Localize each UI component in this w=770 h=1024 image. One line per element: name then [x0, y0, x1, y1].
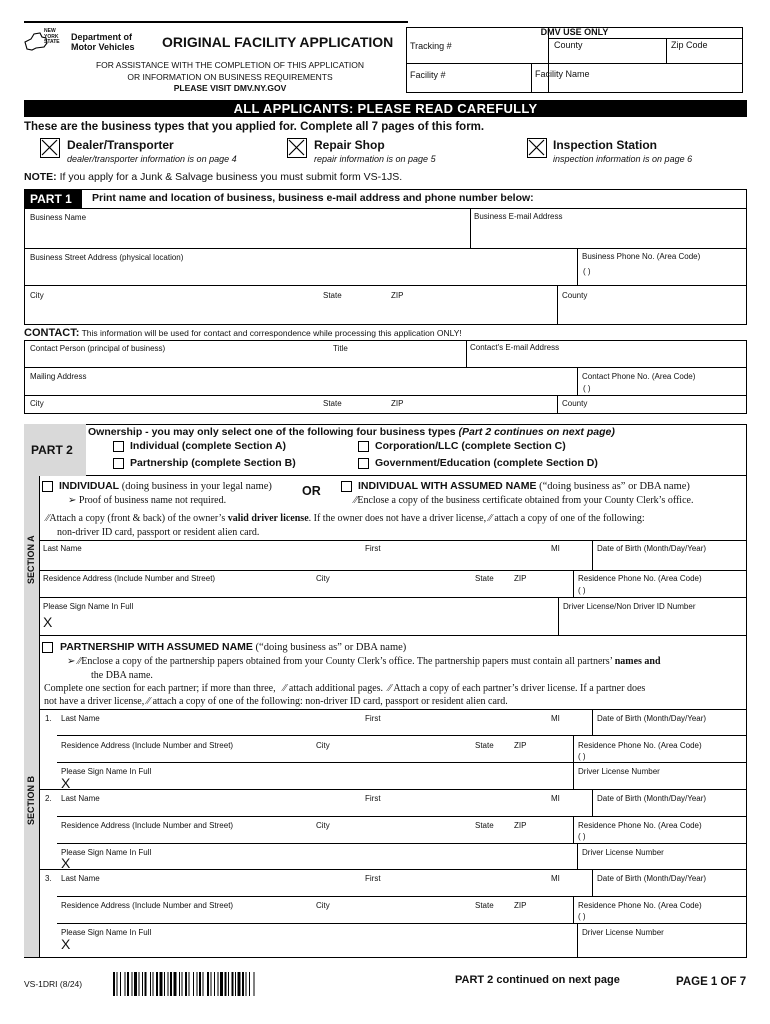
- a-first-label: First: [365, 544, 381, 553]
- partner3-city-label: City: [316, 901, 330, 910]
- business-types-intro: These are the business types that you applied for. Complete all 7 pages of this form.: [24, 121, 485, 133]
- partner2-number: 2.: [45, 794, 52, 803]
- a-sign-label: Please Sign Name In Full: [43, 602, 134, 611]
- partnership-complete-line2: not have a driver license, ⁄⁄ attach a copy of one of the following: non-driver ID card, passport or resident alien card.: [44, 696, 508, 707]
- tracking-label: Tracking #: [410, 41, 452, 51]
- state-label: State: [323, 291, 342, 300]
- partner3-mi-label: MI: [551, 874, 560, 883]
- partner3-number: 3.: [45, 874, 52, 883]
- corporation-option-checkbox[interactable]: [358, 441, 369, 452]
- partner2-res-phone-label: Residence Phone No. (Area Code): [578, 821, 702, 830]
- a-license-label: Driver License/Non Driver ID Number: [563, 602, 696, 611]
- business-phone-parens: ( ): [583, 267, 591, 276]
- partner1-signature-x: X: [61, 775, 71, 791]
- dealer-title: Dealer/Transporter: [67, 138, 174, 152]
- business-name-input[interactable]: [28, 224, 466, 246]
- partnership-checkbox[interactable]: [42, 642, 53, 653]
- partner2-license-label: Driver License Number: [582, 848, 664, 857]
- partner3-name-input[interactable]: [61, 882, 588, 895]
- contact-heading: CONTACT: This information will be used for contact and correspondence while processing this application ONLY!: [24, 327, 462, 339]
- city-label: City: [30, 291, 44, 300]
- partner1-sign-label: Please Sign Name In Full: [61, 767, 152, 776]
- a-res-phone-label: Residence Phone No. (Area Code): [578, 574, 702, 583]
- paperclip-icon: ⁄⁄: [46, 513, 50, 524]
- partner3-residence-label: Residence Address (Include Number and Street): [61, 901, 234, 910]
- partner3-state-label: State: [475, 901, 494, 910]
- contact-county-label: County: [562, 399, 588, 408]
- partner1-city-label: City: [316, 741, 330, 750]
- paperclip-icon: ⁄⁄: [354, 495, 358, 506]
- all-applicants-banner: ALL APPLICANTS: PLEASE READ CAREFULLY: [24, 100, 747, 117]
- partner1-number: 1.: [45, 714, 52, 723]
- partnership-enclose-line2: the DBA name.: [91, 670, 153, 681]
- contact-phone-label: Contact Phone No. (Area Code): [582, 372, 696, 381]
- repair-shop-note: repair information is on page 5: [314, 154, 436, 164]
- mailing-address-input[interactable]: [28, 382, 573, 394]
- business-email-input[interactable]: [474, 224, 744, 246]
- business-street-label: Business Street Address (physical location): [30, 253, 184, 262]
- partnership-complete-line1: Complete one section for each partner; if more than three, ⁄⁄ attach additional pages. ⁄⁄ Attach a copy of each partner’s driver license. If a partner does: [44, 683, 646, 694]
- individual-checkbox[interactable]: [42, 481, 53, 492]
- a-state-label: State: [475, 574, 494, 583]
- partner1-zip-label: ZIP: [514, 741, 527, 750]
- partner1-signature-input[interactable]: [76, 776, 569, 788]
- header-rule: [24, 21, 408, 23]
- partner3-last-name-label: Last Name: [61, 874, 100, 883]
- business-phone-label: Business Phone No. (Area Code): [582, 252, 701, 261]
- partnership-option-label: Partnership (complete Section B): [130, 457, 296, 469]
- dmv-box-title: DMV USE ONLY: [540, 27, 609, 37]
- partnership-heading: PARTNERSHIP WITH ASSUMED NAME (“doing business as” or DBA name): [60, 641, 407, 653]
- partner1-state-label: State: [475, 741, 494, 750]
- partner3-license-label: Driver License Number: [582, 928, 664, 937]
- proof-note: ➢ Proof of business name not required.: [68, 495, 227, 506]
- partner3-res-phone-label: Residence Phone No. (Area Code): [578, 901, 702, 910]
- partner3-signature-input[interactable]: [76, 937, 573, 955]
- contact-state-label: State: [323, 399, 342, 408]
- facility-name-label: Facility Name: [535, 69, 590, 79]
- part1-heading: Print name and location of business, business e-mail address and phone number below:: [92, 192, 534, 204]
- partner1-res-phone-label: Residence Phone No. (Area Code): [578, 741, 702, 750]
- barcode-icon: [113, 972, 299, 996]
- partner2-dob-label: Date of Birth (Month/Day/Year): [597, 794, 707, 803]
- partner2-signature-x: X: [61, 855, 71, 871]
- partner1-first-label: First: [365, 714, 381, 723]
- individual-option-checkbox[interactable]: [113, 441, 124, 452]
- assumed-name-checkbox[interactable]: [341, 481, 352, 492]
- repair-shop-title: Repair Shop: [314, 138, 385, 152]
- contact-city-label: City: [30, 399, 44, 408]
- contact-person-input[interactable]: [28, 354, 462, 366]
- partner2-state-label: State: [475, 821, 494, 830]
- a-dob-input[interactable]: [597, 555, 743, 569]
- page-number: PAGE 1 OF 7: [676, 976, 747, 988]
- zip-code-label: Zip Code: [671, 40, 708, 50]
- partner2-zip-label: ZIP: [514, 821, 527, 830]
- contact-person-label: Contact Person (principal of business): [30, 344, 166, 353]
- business-email-label: Business E-mail Address: [474, 212, 563, 221]
- partner2-phone-parens: ( ): [578, 832, 586, 841]
- partner3-phone-parens: ( ): [578, 912, 586, 921]
- partner2-first-label: First: [365, 794, 381, 803]
- partner1-dob-label: Date of Birth (Month/Day/Year): [597, 714, 707, 723]
- county-label: County: [554, 40, 583, 50]
- attach-note-line2: non-driver ID card, passport or resident alien card.: [57, 527, 260, 538]
- part2-label: PART 2: [31, 443, 73, 457]
- partner2-sign-label: Please Sign Name In Full: [61, 848, 152, 857]
- attach-note-line1: ⁄⁄Attach a copy (front & back) of the owner’s valid driver license. If the owner does not have a driver license, ⁄⁄ attach a copy of one of the following:: [46, 513, 645, 524]
- business-name-label: Business Name: [30, 213, 87, 222]
- contact-phone-parens: ( ): [583, 384, 591, 393]
- paperclip-icon: ⁄⁄: [77, 656, 82, 667]
- partner3-signature-x: X: [61, 936, 71, 952]
- partner1-mi-label: MI: [551, 714, 560, 723]
- a-zip-label: ZIP: [514, 574, 527, 583]
- partner2-last-name-label: Last Name: [61, 794, 100, 803]
- partner1-phone-parens: ( ): [578, 752, 586, 761]
- a-signature-x: X: [43, 614, 53, 630]
- a-signature-input[interactable]: [58, 611, 554, 633]
- part1-label: PART 1: [24, 190, 82, 208]
- county-label: County: [562, 291, 588, 300]
- form-title: ORIGINAL FACILITY APPLICATION: [162, 34, 394, 50]
- a-residence-label: Residence Address (Include Number and Street): [43, 574, 216, 583]
- individual-heading: INDIVIDUAL (doing business in your legal name): [59, 480, 272, 492]
- continued-note: PART 2 continued on next page: [455, 974, 620, 986]
- partner3-first-label: First: [365, 874, 381, 883]
- contact-email-input[interactable]: [470, 354, 744, 366]
- partner2-name-input[interactable]: [61, 802, 588, 815]
- junk-salvage-note: NOTE: If you apply for a Junk & Salvage business you must submit form VS-1JS.: [24, 171, 403, 183]
- contact-email-label: Contact's E-mail Address: [470, 343, 560, 352]
- section-b-label: SECTION B: [26, 775, 36, 825]
- partner3-dob-label: Date of Birth (Month/Day/Year): [597, 874, 707, 883]
- paperclip-icon: ⁄⁄: [283, 683, 287, 694]
- facility-number-label: Facility #: [410, 70, 446, 80]
- dept-name: Department of Motor Vehicles: [71, 32, 135, 52]
- business-county-input[interactable]: [561, 302, 744, 324]
- zip-label: ZIP: [391, 291, 404, 300]
- partner3-sign-label: Please Sign Name In Full: [61, 928, 152, 937]
- inspection-checkbox[interactable]: [527, 138, 547, 158]
- ownership-heading: Ownership - you may only select one of the following four business types (Part 2 continues on next page): [88, 426, 615, 438]
- business-city-state-zip-input[interactable]: [28, 302, 553, 324]
- partner2-city-label: City: [316, 821, 330, 830]
- partner3-zip-label: ZIP: [514, 901, 527, 910]
- inspection-title: Inspection Station: [553, 138, 658, 152]
- partner2-signature-input[interactable]: [76, 856, 573, 868]
- inspection-note: inspection information is on page 6: [553, 154, 693, 164]
- mailing-address-label: Mailing Address: [30, 372, 87, 381]
- assistance-text: FOR ASSISTANCE WITH THE COMPLETION OF THIS APPLICATION OR INFORMATION ON BUSINESS REQUIREMENTS PLEASE VISIT DMV.NY.GOV: [95, 60, 365, 93]
- partner1-license-label: Driver License Number: [578, 767, 660, 776]
- partner1-last-name-label: Last Name: [61, 714, 100, 723]
- corporation-option-label: Corporation/LLC (complete Section C): [375, 440, 566, 452]
- a-dob-label: Date of Birth (Month/Day/Year): [597, 544, 707, 553]
- enclose-note: ⁄⁄Enclose a copy of the business certificate obtained from your County Clerk’s office.: [354, 495, 694, 506]
- paperclip-icon: ⁄⁄: [146, 696, 151, 707]
- dealer-note: dealer/transporter information is on page 4: [67, 154, 237, 164]
- or-label: OR: [302, 484, 321, 498]
- government-option-checkbox[interactable]: [358, 458, 369, 469]
- partner1-residence-label: Residence Address (Include Number and Street): [61, 741, 234, 750]
- a-name-input[interactable]: [43, 555, 588, 569]
- a-city-label: City: [316, 574, 330, 583]
- paperclip-icon: ⁄⁄: [388, 683, 392, 694]
- individual-option-label: Individual (complete Section A): [130, 440, 286, 452]
- a-mi-label: MI: [551, 544, 560, 553]
- a-license-input[interactable]: [563, 613, 743, 633]
- assumed-name-heading: INDIVIDUAL WITH ASSUMED NAME (“doing business as” or DBA name): [358, 480, 690, 492]
- a-last-name-label: Last Name: [43, 544, 82, 553]
- section-a-label: SECTION A: [26, 535, 36, 584]
- partner1-name-input[interactable]: [61, 722, 588, 734]
- dealer-checkbox[interactable]: [40, 138, 60, 158]
- government-option-label: Government/Education (complete Section D): [375, 457, 598, 469]
- form-id: VS-1DRI (8/24): [24, 979, 83, 989]
- repair-shop-checkbox[interactable]: [287, 138, 307, 158]
- partner2-mi-label: MI: [551, 794, 560, 803]
- contact-title-label: Title: [333, 344, 348, 353]
- logo-text: NEW YORK STATE: [44, 28, 60, 45]
- a-res-phone-parens: ( ): [578, 586, 586, 595]
- partnership-enclose-line1: ➢ ⁄⁄Enclose a copy of the partnership papers obtained from your County Clerk’s office. The partnership papers must contain all partners’ names and: [67, 656, 661, 667]
- business-street-input[interactable]: [28, 264, 573, 284]
- contact-zip-label: ZIP: [391, 399, 404, 408]
- partner2-residence-label: Residence Address (Include Number and Street): [61, 821, 234, 830]
- partnership-option-checkbox[interactable]: [113, 458, 124, 469]
- paperclip-icon: ⁄⁄: [488, 513, 492, 524]
